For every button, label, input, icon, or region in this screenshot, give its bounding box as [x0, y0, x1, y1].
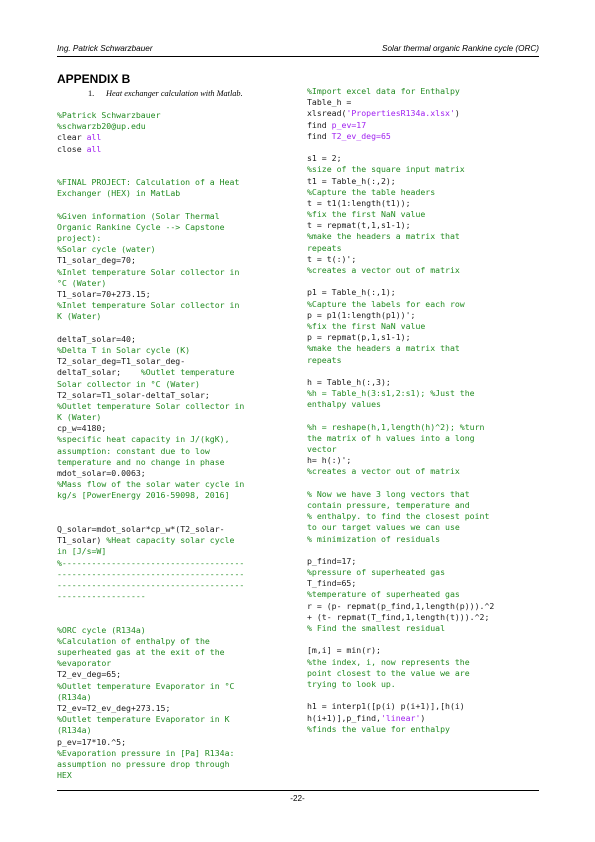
code-line: %h = reshape(h,1,length(h)^2); %turn — [307, 421, 485, 432]
code-line: Q_solar=mdot_solar*cp_w*(T2_solar- — [57, 523, 225, 534]
code-line: %FINAL PROJECT: Calculation of a Heat — [57, 177, 240, 188]
code-line: %Solar cycle (water) — [57, 244, 156, 255]
appendix-item-number: 1. — [88, 89, 95, 98]
code-line: trying to look up. — [307, 678, 396, 689]
appendix-item — [88, 89, 243, 98]
code-line: in [J/s=W] — [57, 546, 107, 557]
code-line: %specific heat capacity in J/(kgK), — [57, 434, 230, 445]
code-line: %make the headers a matrix that — [307, 343, 460, 354]
code-line — [57, 367, 289, 378]
code-line: -------------------------------------- — [57, 579, 245, 590]
appendix-item-title: Heat exchanger calculation with Matlab. — [106, 89, 243, 98]
code-line: project): — [57, 233, 102, 244]
code-line: t = t(:)'; — [307, 253, 357, 264]
code-token: %Outlet temperature — [140, 367, 235, 378]
code-token: T2_ev_deg=65 — [331, 130, 391, 141]
code-token: all — [86, 132, 102, 143]
code-line: the matrix of h values into a long — [307, 432, 475, 443]
code-line: [m,i] = min(r); — [307, 645, 381, 656]
code-line: deltaT_solar=40; — [57, 333, 136, 344]
code-line: superheated gas at the exit of the — [57, 647, 225, 657]
code-line: h1 = interp1([p(i) p(i+1)],[h(i) — [307, 701, 465, 712]
header-author: Ing. Patrick Schwarzbauer — [57, 44, 153, 53]
code-line: p_ev=17*10.^5; — [57, 736, 127, 747]
code-line: % minimization of residuals — [307, 533, 441, 544]
code-line — [307, 713, 541, 724]
code-token: T1_solar) — [57, 535, 107, 546]
code-line: %------------------------------------- — [57, 557, 245, 568]
code-line — [57, 166, 289, 177]
code-line: -------------------------------------- — [57, 568, 245, 579]
code-line: t = repmat(t,1,s1-1); — [307, 220, 411, 231]
code-line: % enthalpy. to find the closest point — [307, 511, 490, 522]
code-line: point closest to the value we are — [307, 667, 470, 678]
code-line — [307, 690, 541, 701]
code-line: %Evaporation pressure in [Pa] R134a: — [57, 747, 235, 758]
code-line: %Given information (Solar Thermal — [57, 210, 220, 221]
code-line: t1 = Table_h(:,2); — [307, 175, 396, 186]
code-line: %creates a vector out of matrix — [307, 265, 460, 275]
code-line — [57, 144, 289, 155]
code-line: Exchanger (HEX) in MatLab — [57, 188, 181, 199]
header-title: Solar thermal organic Rankine cycle (ORC) — [382, 44, 539, 53]
code-line — [307, 108, 541, 119]
code-line: T1_solar_deg=70; — [57, 255, 136, 266]
code-line: h = Table_h(:,3); — [307, 376, 391, 387]
code-line: %Mass flow of the solar water cycle in — [57, 479, 245, 490]
code-line: %Inlet temperature Solar collector in — [57, 266, 240, 277]
code-line: s1 = 2; — [307, 153, 342, 164]
code-line: repeats — [307, 242, 342, 253]
code-token: ) — [454, 108, 460, 119]
code-line: vector — [307, 444, 337, 454]
code-line: T1_solar=70+273.15; — [57, 289, 151, 299]
code-token: find — [307, 130, 332, 141]
code-line: %Outlet temperature Solar collector in — [57, 400, 245, 411]
code-line — [307, 142, 541, 153]
code-token: find — [307, 119, 332, 130]
code-line: %Import excel data for Enthalpy — [307, 86, 460, 96]
code-line — [307, 366, 541, 377]
code-line: %size of the square input matrix — [307, 164, 465, 175]
code-line: %Capture the table headers — [307, 186, 436, 197]
code-token: xlsread( — [307, 108, 347, 119]
code-line: %Outlet temperature Evaporator in K — [57, 714, 230, 725]
code-token: ) — [420, 712, 426, 723]
code-token: h(i+1)],p_find, — [307, 712, 381, 723]
code-line: % Now we have 3 long vectors that — [307, 488, 470, 499]
code-line — [57, 535, 289, 546]
code-line: %creates a vector out of matrix — [307, 466, 460, 477]
code-line — [307, 276, 541, 287]
code-line: kg/s [PowerEnergy 2016-59098, 2016] — [57, 490, 230, 501]
code-line: K (Water) — [57, 311, 102, 322]
code-line: mdot_solar=0.0063; — [57, 468, 146, 478]
code-line — [57, 323, 289, 334]
code-line — [307, 634, 541, 645]
code-line: temperature and no change in phase — [57, 456, 225, 467]
code-line: %fix the first NaN value — [307, 320, 426, 331]
code-line — [57, 502, 289, 513]
code-line: °C (Water) — [57, 277, 107, 288]
code-line: %schwarzb20@up.edu — [57, 121, 146, 132]
code-line: T_find=65; — [307, 578, 357, 589]
code-column-left — [57, 110, 289, 781]
code-line: T2_ev=T2_ev_deg+273.15; — [57, 702, 171, 713]
code-column-right — [307, 86, 541, 735]
code-line: assumption: constant due to low — [57, 445, 210, 456]
code-line: p_find=17; — [307, 555, 357, 566]
code-line: %Inlet temperature Solar collector in — [57, 300, 240, 311]
code-line: %h = Table_h(3:s1,2:s1); %Just the — [307, 388, 475, 399]
code-line — [307, 131, 541, 142]
code-line: ------------------ — [57, 591, 146, 602]
code-line: % Find the smallest residual — [307, 623, 446, 633]
code-line: %Outlet temperature Evaporator in °C — [57, 680, 235, 691]
code-line — [57, 200, 289, 211]
code-line — [307, 120, 541, 131]
code-line — [57, 602, 289, 613]
code-line: K (Water) — [57, 412, 102, 423]
code-token: 'PropertiesR134a.xlsx' — [346, 108, 455, 119]
code-line: (R134a) — [57, 691, 92, 702]
code-line: + (t- repmat(T_find,1,length(t))).^2; — [307, 611, 490, 622]
code-token: deltaT_solar; — [57, 367, 141, 378]
code-line: %ORC cycle (R134a) — [57, 624, 146, 635]
code-line: %the index, i, now represents the — [307, 656, 470, 667]
code-line: r = (p- repmat(p_find,1,length(p))).^2 — [307, 600, 495, 611]
code-line — [57, 155, 289, 166]
code-line: %temperature of superheated gas — [307, 589, 460, 600]
code-line: %finds the value for enthalpy — [307, 723, 450, 734]
code-line — [307, 545, 541, 556]
code-line: %Patrick Schwarzbauer — [57, 110, 161, 120]
code-token: 'linear' — [380, 712, 421, 723]
code-token: all — [86, 143, 102, 154]
code-line: p1 = Table_h(:,1); — [307, 287, 396, 298]
code-line — [307, 410, 541, 421]
code-line: to our target values we can use — [307, 522, 460, 533]
code-line: %Delta T in Solar cycle (K) — [57, 344, 191, 355]
code-line: Table_h = — [307, 97, 352, 108]
code-line — [57, 132, 289, 143]
code-line: assumption no pressure drop through — [57, 758, 230, 769]
code-line: %make the headers a matrix that — [307, 231, 460, 242]
code-token: p_ev=17 — [331, 119, 367, 130]
code-token: close — [57, 143, 87, 154]
code-line: enthalpy values — [307, 399, 381, 410]
code-line — [57, 613, 289, 624]
code-line: %Capture the labels for each row — [307, 298, 465, 309]
code-line: T2_solar_deg=T1_solar_deg- — [57, 356, 186, 367]
code-line: T2_solar=T1_solar-deltaT_solar; — [57, 389, 210, 400]
code-line: Organic Rankine Cycle --> Capstone — [57, 221, 225, 232]
code-line: %evaporator — [57, 658, 112, 669]
code-line: cp_w=4180; — [57, 423, 107, 434]
code-line: T2_ev_deg=65; — [57, 669, 122, 680]
code-line: p = repmat(p,1,s1-1); — [307, 332, 411, 343]
code-line: %pressure of superheated gas — [307, 567, 446, 578]
code-token: %Heat capacity solar cycle — [106, 535, 235, 546]
header-rule — [57, 56, 539, 57]
code-line — [307, 478, 541, 489]
page-number: -22- — [290, 794, 305, 803]
footer-rule — [57, 790, 539, 791]
code-line: Solar collector in °C (Water) — [57, 378, 200, 389]
code-line: contain pressure, temperature and — [307, 499, 470, 510]
code-line: h= h(:)'; — [307, 455, 352, 466]
code-line: p = p1(1:length(p1))'; — [307, 309, 416, 320]
code-token: clear — [57, 132, 87, 143]
code-line: %Calculation of enthalpy of the — [57, 635, 210, 646]
code-line: t = t1(1:length(t1)); — [307, 197, 411, 208]
code-line: repeats — [307, 354, 342, 365]
code-line: HEX — [57, 770, 72, 781]
code-line: (R134a) — [57, 725, 92, 736]
code-line — [57, 513, 289, 524]
code-line: %fix the first NaN value — [307, 209, 426, 220]
appendix-heading: APPENDIX B — [57, 72, 131, 86]
